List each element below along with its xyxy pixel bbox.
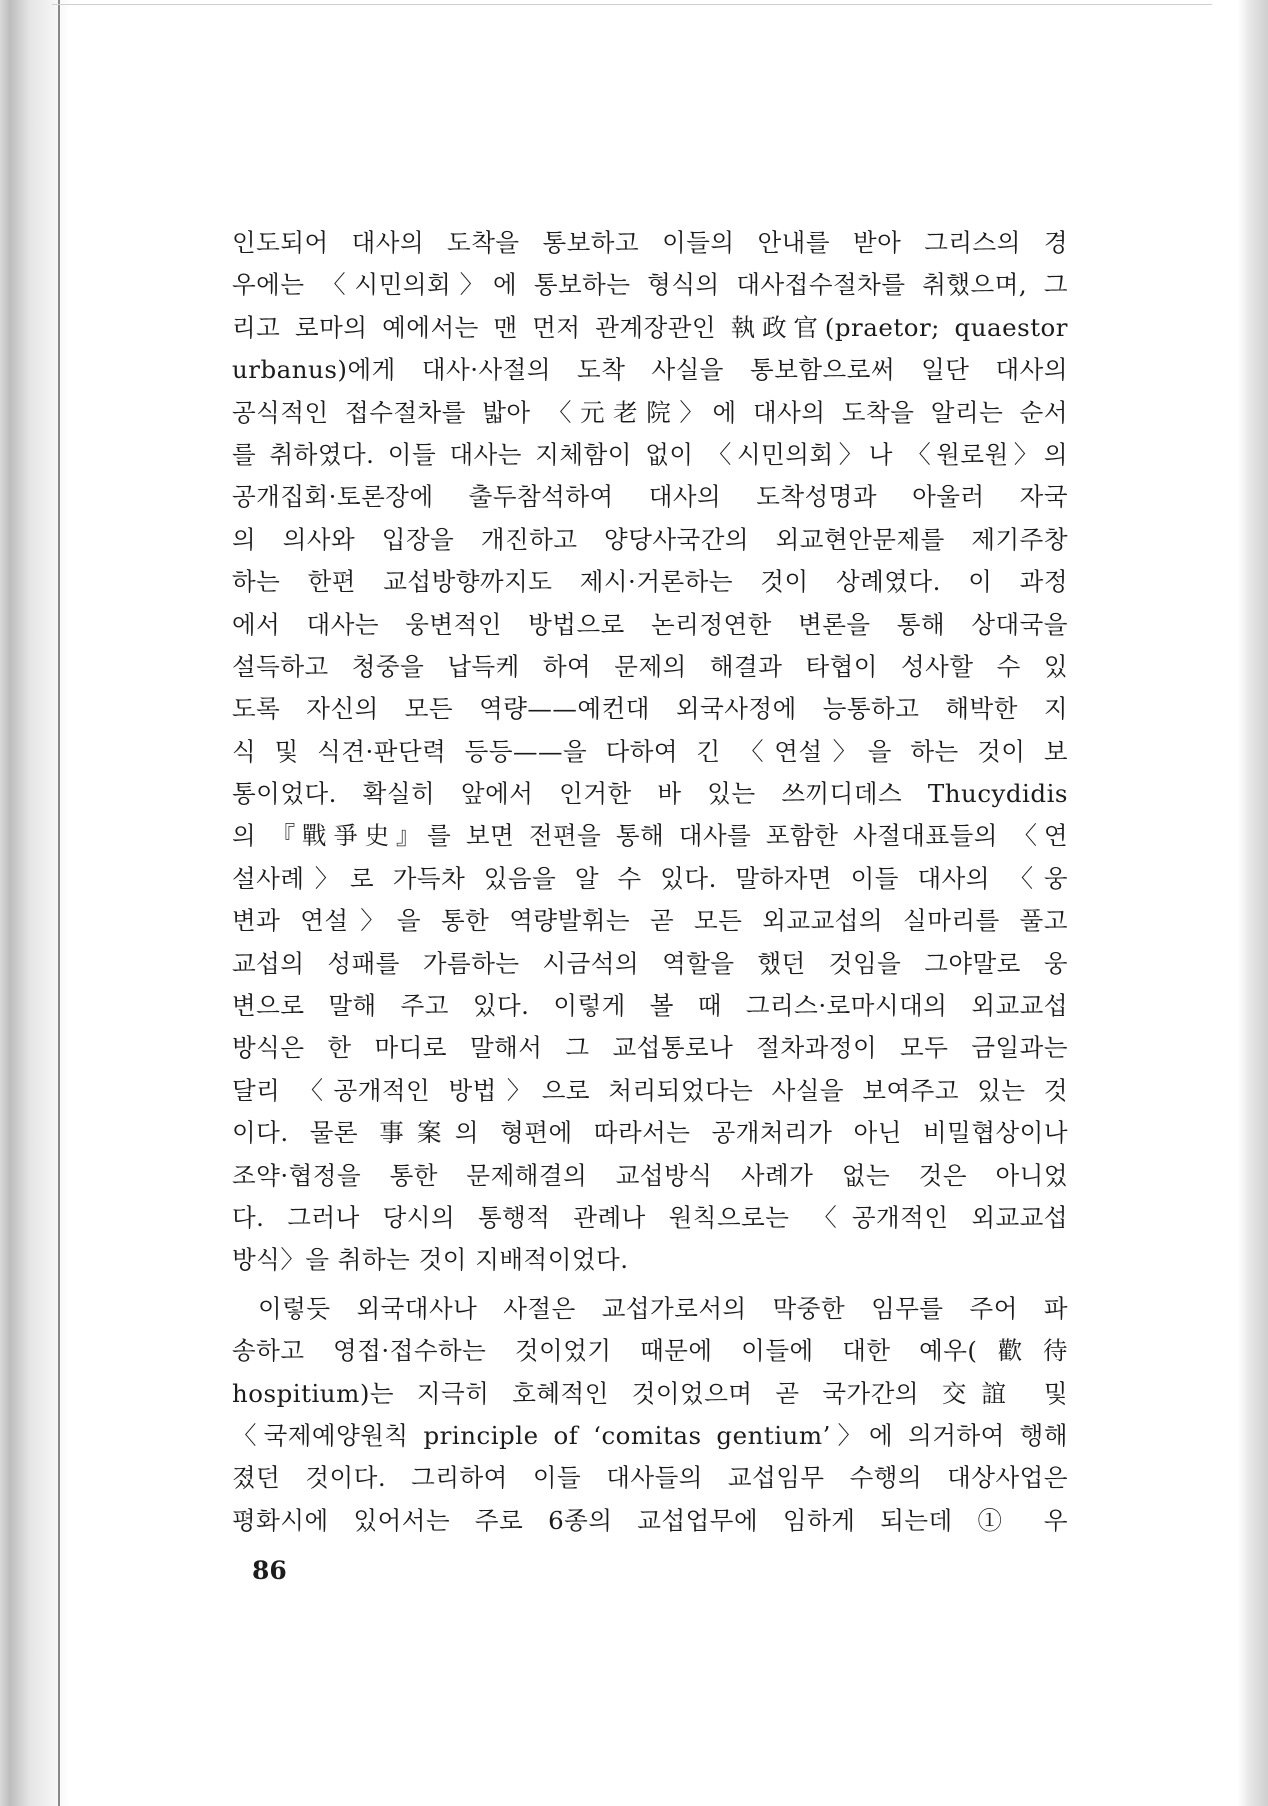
text-line: 송하고 영접·접수하는 것이었기 때문에 이들에 대한 예우(歡待	[232, 1336, 1068, 1366]
text-line: 의 의사와 입장을 개진하고 양당사국간의 외교현안문제를 제기주창	[232, 524, 1068, 554]
text-line: 공식적인 접수절차를 밟아 〈元老院〉에 대사의 도착을 알리는 순서	[232, 397, 1068, 427]
text-line: 방식은 한 마디로 말해서 그 교섭통로나 절차과정이 모두 금일과는	[232, 1033, 1068, 1063]
text-line: 변으로 말해 주고 있다. 이렇게 볼 때 그리스·로마시대의 외교교섭	[232, 991, 1068, 1021]
page-right-shadow	[1238, 0, 1268, 1806]
text-line: 식 및 식견·판단력 등등——을 다하여 긴 〈연설〉을 하는 것이 보	[232, 736, 1068, 766]
text-line: 인도되어 대사의 도착을 통보하고 이들의 안내를 받아 그리스의 경	[232, 228, 1068, 257]
text-line: 달리 〈공개적인 방법〉으로 처리되었다는 사실을 보여주고 있는 것	[232, 1075, 1068, 1105]
body-text	[232, 222, 1068, 1542]
text-line: 리고 로마의 예에서는 맨 먼저 관계장관인 執政官(praetor; quaestor	[232, 312, 1068, 342]
text-line: 도록 자신의 모든 역량——예컨대 외국사정에 능통하고 해박한 지	[232, 694, 1068, 724]
text-line: 방식〉을 취하는 것이 지배적이었다.	[232, 1245, 629, 1275]
text-line: 공개집회·토론장에 출두참석하여 대사의 도착성명과 아울러 자국	[232, 482, 1068, 512]
text-line: urbanus)에게 대사·사절의 도착 사실을 통보함으로써 일단 대사의	[232, 355, 1068, 385]
text-line: 조약·협정을 통한 문제해결의 교섭방식 사례가 없는 것은 아니었	[232, 1160, 1068, 1190]
text-line: 다. 그러나 당시의 통행적 관례나 원칙으로는 〈공개적인 외교교섭	[232, 1202, 1068, 1232]
text-line: 평화시에 있어서는 주로 6종의 교섭업무에 임하게 되는데 ① 우	[232, 1505, 1068, 1535]
page-edge-line	[58, 0, 60, 1806]
text-line: 졌던 것이다. 그리하여 이들 대사들의 교섭임무 수행의 대상사업은	[232, 1463, 1068, 1493]
text-line: 변과 연설〉을 통한 역량발휘는 곧 모든 외교교섭의 실마리를 풀고	[232, 906, 1068, 936]
text-line: 〈국제예양원칙 principle of ‘comitas gentium’〉에 의거하여 행해	[232, 1420, 1068, 1450]
text-line: 에서 대사는 웅변적인 방법으로 논리정연한 변론을 통해 상대국을	[232, 609, 1068, 639]
page-top-border	[52, 4, 1212, 5]
text-line: 우에는 〈시민의회〉에 통보하는 형식의 대사접수절차를 취했으며, 그	[232, 270, 1068, 300]
text-line: 설사례〉로 가득차 있음을 알 수 있다. 말하자면 이들 대사의 〈웅	[232, 863, 1068, 893]
text-line: 의 『戰爭史』를 보면 전편을 통해 대사를 포함한 사절대표들의 〈연	[232, 821, 1068, 851]
text-line: 통이었다. 확실히 앞에서 인거한 바 있는 쓰끼디데스 Thucydidis	[232, 779, 1068, 809]
text-line: 를 취하였다. 이들 대사는 지체함이 없이 〈시민의회〉나 〈원로원〉의	[232, 439, 1068, 469]
text-line: hospitium)는 지극히 호혜적인 것이었으며 곧 국가간의 交誼 및	[232, 1378, 1068, 1408]
text-line: 하는 한편 교섭방향까지도 제시·거론하는 것이 상례였다. 이 과정	[232, 567, 1068, 597]
text-line: 교섭의 성패를 가름하는 시금석의 역할을 했던 것임을 그야말로 웅	[232, 948, 1068, 978]
text-line: 이다. 물론 事案의 형편에 따라서는 공개처리가 아닌 비밀협상이나	[232, 1118, 1068, 1148]
text-line: 설득하고 청중을 납득케 하여 문제의 해결과 타협이 성사할 수 있	[232, 651, 1068, 681]
page-number: 86	[252, 1556, 287, 1585]
paragraph-start-line: 이렇듯 외국대사나 사절은 교섭가로서의 막중한 임무를 주어 파	[258, 1293, 1068, 1323]
